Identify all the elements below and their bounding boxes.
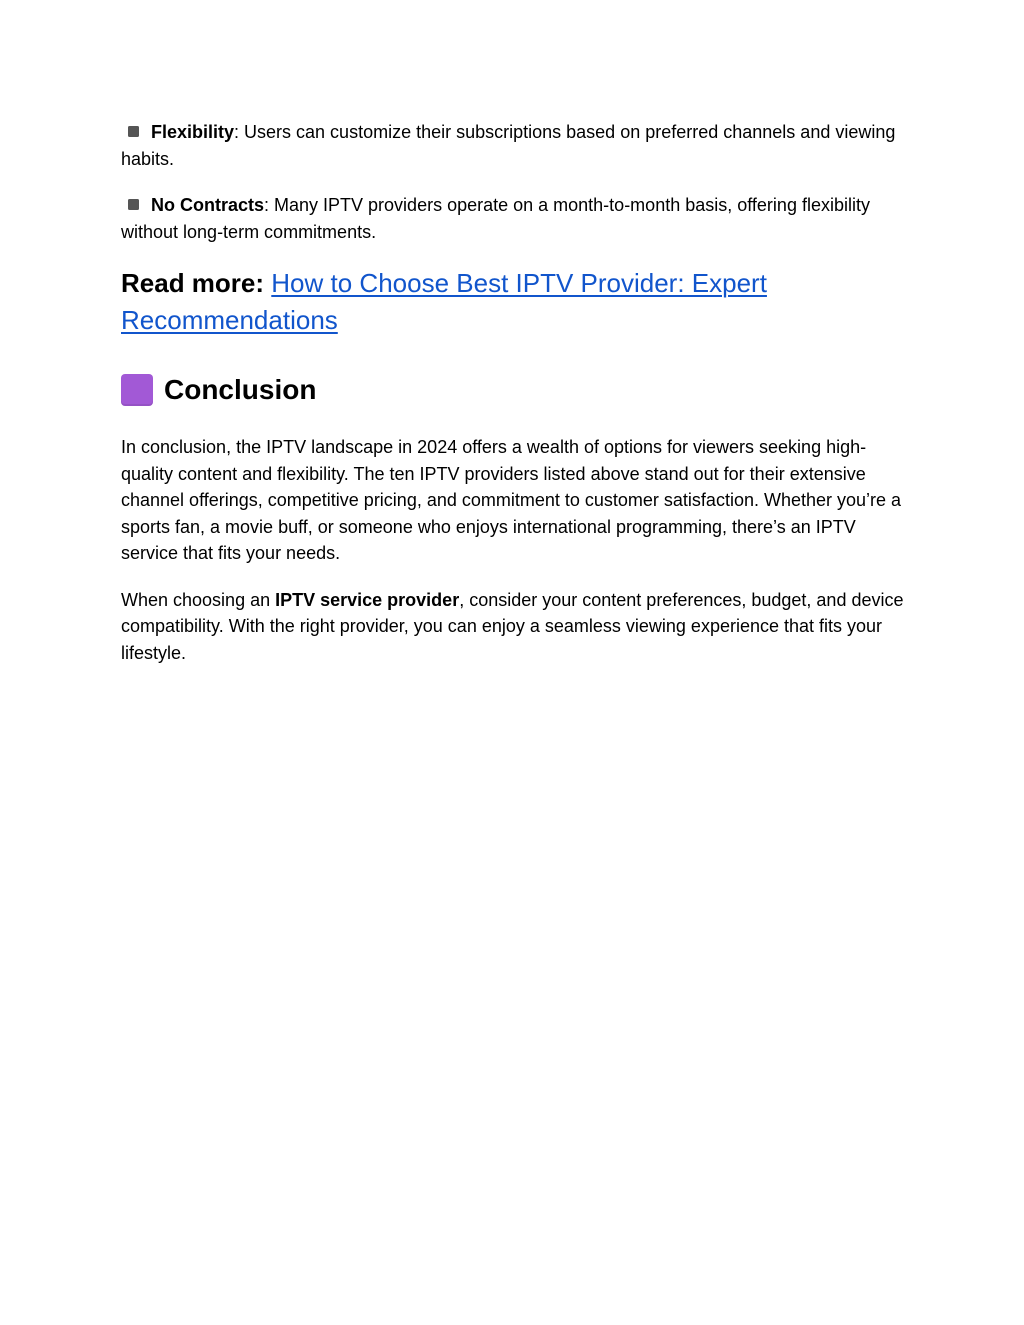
- bullet-item-flexibility: [121, 119, 911, 172]
- document-page: [121, 119, 911, 686]
- purple-square-icon: [121, 374, 153, 406]
- paragraph-text: , consider your content preferences, budget, and device compatibility. With the right provider, you can enjoy a seamless viewing experience that fits your lifestyle.: [121, 589, 904, 663]
- bullet-text: : Many IPTV providers operate on a month-to-month basis, offering flexibility without long-term commitments.: [121, 195, 870, 242]
- conclusion-heading: [121, 370, 911, 410]
- paragraph-bold-term: IPTV service provider: [275, 589, 460, 610]
- black-square-icon: [128, 126, 139, 137]
- conclusion-paragraph-2: [121, 587, 911, 667]
- bullet-term: No Contracts: [151, 195, 265, 215]
- read-more-link[interactable]: How to Choose Best IPTV Provider: Expert Recommendations: [121, 268, 767, 335]
- read-more-label: Read more:: [121, 268, 265, 298]
- black-square-icon: [128, 199, 139, 210]
- conclusion-paragraph-1: In conclusion, the IPTV landscape in 2024 offers a wealth of options for viewers seeking high-quality content and flexibility. The ten IPTV providers listed above stand out for their extensive channel offerings, competitive pricing, and commitment to customer satisfaction. Whether you’re a sports fan, a movie buff, or someone who enjoys international programming, there’s an IPTV service that fits your needs.: [121, 437, 902, 563]
- bullet-text: : Users can customize their subscriptions based on preferred channels and viewing habits.: [121, 122, 896, 169]
- bullet-item-no-contracts: [121, 192, 911, 245]
- bullet-term: Flexibility: [151, 122, 235, 142]
- paragraph-text: When choosing an: [121, 589, 276, 610]
- conclusion-heading-text: Conclusion: [164, 374, 317, 405]
- read-more-line: [121, 265, 911, 339]
